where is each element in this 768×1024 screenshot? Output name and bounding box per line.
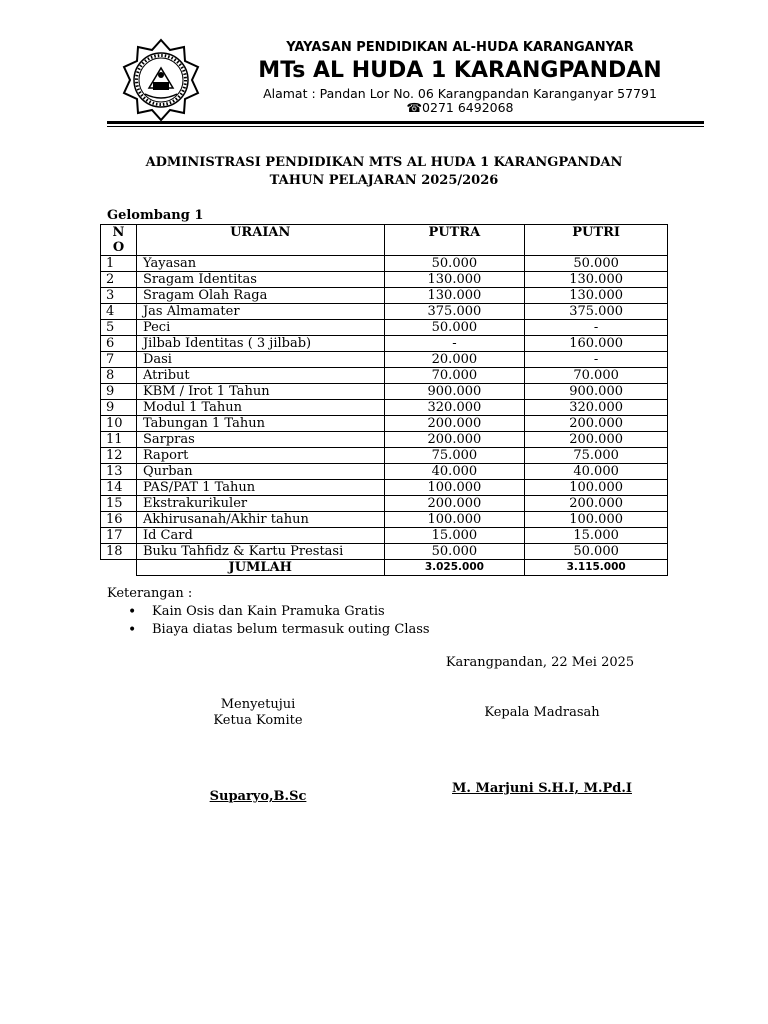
- row-female: 75.000: [525, 448, 668, 464]
- row-no: 18: [101, 544, 137, 560]
- row-no: 4: [101, 304, 137, 320]
- row-female: 130.000: [525, 288, 668, 304]
- row-item: Sragam Olah Raga: [136, 288, 384, 304]
- row-no: 13: [101, 464, 137, 480]
- total-row: [101, 560, 668, 576]
- table-row: [101, 368, 668, 384]
- row-male: 50.000: [384, 320, 525, 336]
- row-item: Atribut: [136, 368, 384, 384]
- note-item: • Kain Osis dan Kain Pramuka Gratis: [128, 603, 430, 621]
- row-item: Ekstrakurikuler: [136, 496, 384, 512]
- row-female: 100.000: [525, 512, 668, 528]
- row-female: 100.000: [525, 480, 668, 496]
- row-female: 160.000: [525, 336, 668, 352]
- header-no: [101, 225, 137, 256]
- row-no: 1: [101, 256, 137, 272]
- row-no: 5: [101, 320, 137, 336]
- total-male: 3.025.000: [384, 560, 525, 576]
- header-female: PUTRI: [525, 225, 668, 256]
- row-female: 15.000: [525, 528, 668, 544]
- row-male: 100.000: [384, 512, 525, 528]
- row-no: 15: [101, 496, 137, 512]
- row-female: 40.000: [525, 464, 668, 480]
- table-row: [101, 256, 668, 272]
- letterhead-divider-thin: [107, 126, 704, 127]
- row-female: 50.000: [525, 256, 668, 272]
- row-male: 100.000: [384, 480, 525, 496]
- row-item: Akhirusanah/Akhir tahun: [136, 512, 384, 528]
- row-female: 320.000: [525, 400, 668, 416]
- table-row: [101, 288, 668, 304]
- row-no: 17: [101, 528, 137, 544]
- batch-label: Gelombang 1: [107, 208, 204, 223]
- table-row: [101, 416, 668, 432]
- table-row: [101, 352, 668, 368]
- row-male: 40.000: [384, 464, 525, 480]
- table-row: [101, 496, 668, 512]
- row-no: 2: [101, 272, 137, 288]
- row-female: -: [525, 352, 668, 368]
- row-male: 130.000: [384, 288, 525, 304]
- committee-role: Ketua Komite: [213, 713, 303, 728]
- row-no: 6: [101, 336, 137, 352]
- table-row: [101, 384, 668, 400]
- row-item: PAS/PAT 1 Tahun: [136, 480, 384, 496]
- fee-table: [100, 224, 668, 576]
- row-male: 200.000: [384, 416, 525, 432]
- row-item: Sragam Identitas: [136, 272, 384, 288]
- notes-title: Keterangan :: [107, 586, 193, 601]
- table-row: [101, 464, 668, 480]
- foundation-name: YAYASAN PENDIDIKAN AL-HUDA KARANGANYAR: [286, 40, 634, 55]
- row-female: 200.000: [525, 432, 668, 448]
- headmaster-name: M. Marjuni S.H.I, M.Pd.I: [452, 781, 632, 796]
- total-female: 3.115.000: [525, 560, 668, 576]
- row-no: 12: [101, 448, 137, 464]
- row-item: Yayasan: [136, 256, 384, 272]
- table-row: [101, 432, 668, 448]
- approval-label: Menyetujui: [220, 697, 296, 712]
- letterhead-divider-thick: [107, 121, 704, 124]
- header-male: PUTRA: [384, 225, 525, 256]
- header-item: URAIAN: [136, 225, 384, 256]
- row-male: 15.000: [384, 528, 525, 544]
- table-row: [101, 544, 668, 560]
- school-emblem-icon: [113, 38, 209, 122]
- total-label: JUMLAH: [136, 560, 384, 576]
- school-name: MTs AL HUDA 1 KARANGPANDAN: [258, 58, 662, 83]
- row-item: Buku Tahfidz & Kartu Prestasi: [136, 544, 384, 560]
- headmaster-role: Kepala Madrasah: [484, 705, 600, 720]
- place-date: Karangpandan, 22 Mei 2025: [445, 655, 635, 670]
- table-row: [101, 336, 668, 352]
- row-male: 50.000: [384, 256, 525, 272]
- row-female: 50.000: [525, 544, 668, 560]
- row-female: 200.000: [525, 496, 668, 512]
- row-male: 130.000: [384, 272, 525, 288]
- row-female: 375.000: [525, 304, 668, 320]
- table-header-row: [101, 225, 668, 256]
- note-item: • Biaya diatas belum termasuk outing Class: [128, 621, 430, 639]
- table-row: [101, 304, 668, 320]
- table-row: [101, 528, 668, 544]
- row-male: 200.000: [384, 432, 525, 448]
- total-blank: [101, 560, 137, 576]
- row-female: 900.000: [525, 384, 668, 400]
- row-no: 3: [101, 288, 137, 304]
- table-row: [101, 480, 668, 496]
- row-female: -: [525, 320, 668, 336]
- row-no: 7: [101, 352, 137, 368]
- row-item: Sarpras: [136, 432, 384, 448]
- school-phone: ☎0271 6492068: [406, 100, 514, 115]
- row-male: 20.000: [384, 352, 525, 368]
- table-row: [101, 400, 668, 416]
- row-male: 50.000: [384, 544, 525, 560]
- row-female: 130.000: [525, 272, 668, 288]
- row-item: Modul 1 Tahun: [136, 400, 384, 416]
- row-item: Raport: [136, 448, 384, 464]
- row-item: Dasi: [136, 352, 384, 368]
- committee-chair-name: Suparyo,B.Sc: [209, 789, 307, 804]
- header-no-line2: O: [112, 240, 125, 255]
- header-no-line1: N: [112, 225, 125, 240]
- row-male: 200.000: [384, 496, 525, 512]
- row-no: 14: [101, 480, 137, 496]
- row-item: Qurban: [136, 464, 384, 480]
- row-item: Id Card: [136, 528, 384, 544]
- row-male: -: [384, 336, 525, 352]
- row-item: Jilbab Identitas ( 3 jilbab): [136, 336, 384, 352]
- row-item: Jas Almamater: [136, 304, 384, 320]
- row-male: 375.000: [384, 304, 525, 320]
- row-no: 16: [101, 512, 137, 528]
- row-item: KBM / Irot 1 Tahun: [136, 384, 384, 400]
- row-no: 9: [101, 384, 137, 400]
- document-title: ADMINISTRASI PENDIDIKAN MTS AL HUDA 1 KARANGPANDAN: [145, 155, 623, 170]
- table-row: [101, 512, 668, 528]
- notes-list: [128, 603, 430, 639]
- row-female: 70.000: [525, 368, 668, 384]
- document-subtitle: TAHUN PELAJARAN 2025/2026: [269, 173, 499, 188]
- row-male: 900.000: [384, 384, 525, 400]
- table-row: [101, 272, 668, 288]
- row-item: Tabungan 1 Tahun: [136, 416, 384, 432]
- row-no: 9: [101, 400, 137, 416]
- row-male: 320.000: [384, 400, 525, 416]
- row-no: 11: [101, 432, 137, 448]
- row-female: 200.000: [525, 416, 668, 432]
- row-male: 75.000: [384, 448, 525, 464]
- row-item: Peci: [136, 320, 384, 336]
- school-address: Alamat : Pandan Lor No. 06 Karangpandan Karanganyar 57791: [263, 86, 657, 101]
- row-no: 8: [101, 368, 137, 384]
- row-male: 70.000: [384, 368, 525, 384]
- table-row: [101, 448, 668, 464]
- row-no: 10: [101, 416, 137, 432]
- table-row: [101, 320, 668, 336]
